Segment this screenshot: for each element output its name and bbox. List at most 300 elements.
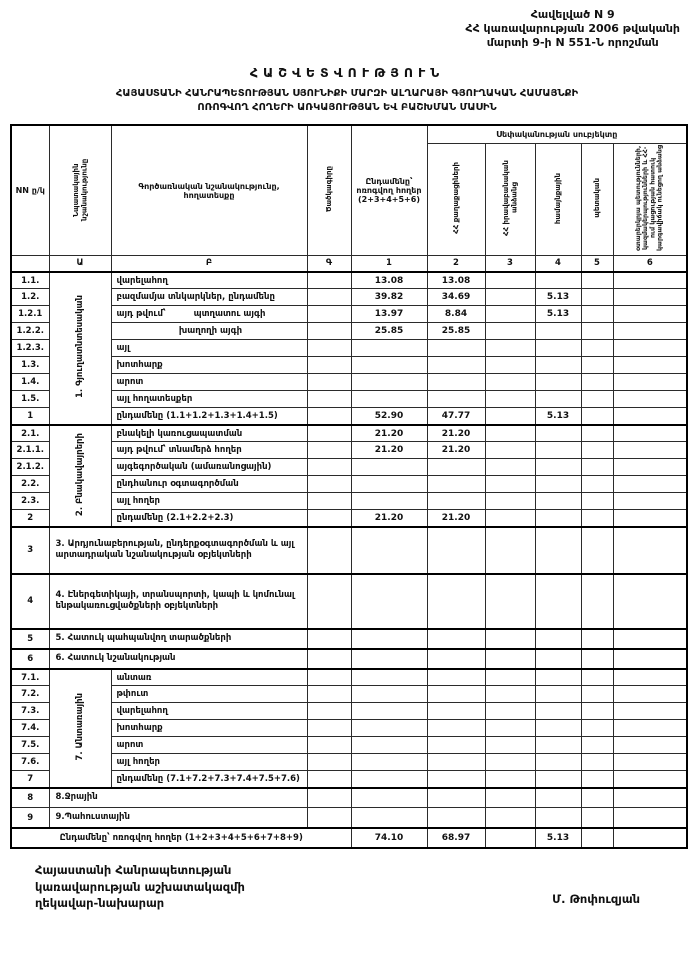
- row-number-cell: 9: [11, 808, 49, 828]
- value-cell: [581, 476, 613, 493]
- code-cell: [307, 425, 351, 442]
- value-cell: 13.08: [427, 272, 485, 289]
- row-number-cell: 1.1.: [11, 272, 49, 289]
- value-cell: [485, 408, 535, 425]
- column-letter: 3: [485, 255, 535, 272]
- section-label: 1. Գյուղատնտեսական: [74, 295, 85, 399]
- column-letter: Բ: [111, 255, 307, 272]
- col-header-foreign-text: օտարերկրյա պետությունների, կազմակերպությունների և ՀՀ-ում կացության հատուկ կարգավիճակ ունեցող անձանց: [635, 145, 664, 252]
- value-cell: [427, 391, 485, 408]
- table-row: [11, 425, 687, 442]
- value-cell: [351, 754, 427, 771]
- value-cell: [613, 289, 687, 306]
- value-cell: [613, 272, 687, 289]
- column-letter: 5: [581, 255, 613, 272]
- value-cell: [351, 686, 427, 703]
- row-number-cell: 1.2.2.: [11, 323, 49, 340]
- code-cell: [307, 771, 351, 788]
- col-header-legal-entities: [485, 143, 535, 255]
- code-cell: [307, 408, 351, 425]
- value-cell: 47.77: [427, 408, 485, 425]
- row-number-cell: 7.5.: [11, 737, 49, 754]
- value-cell: [427, 527, 485, 574]
- land-type-cell: արոտ: [111, 737, 307, 754]
- row-number-cell: 2: [11, 510, 49, 527]
- value-cell: [485, 442, 535, 459]
- value-cell: 5.13: [535, 408, 581, 425]
- row-number-cell: 2.2.: [11, 476, 49, 493]
- value-cell: [535, 808, 581, 828]
- value-cell: [535, 686, 581, 703]
- value-cell: [427, 374, 485, 391]
- value-cell: [351, 720, 427, 737]
- code-cell: [307, 391, 351, 408]
- value-cell: [485, 476, 535, 493]
- label-prefix: այդ թվում՝: [116, 309, 166, 320]
- row-number-cell: 1.3.: [11, 357, 49, 374]
- value-cell: [485, 425, 535, 442]
- col-header-functional: Գործառնական նշանակությունը, հողատեսքը: [111, 125, 307, 255]
- value-cell: [613, 459, 687, 476]
- code-cell: [307, 720, 351, 737]
- value-cell: [535, 629, 581, 649]
- row-number-cell: 1.2.3.: [11, 340, 49, 357]
- land-type-cell: խոտհարք: [111, 357, 307, 374]
- value-cell: [427, 649, 485, 669]
- value-cell: [351, 391, 427, 408]
- land-purpose-section-cell: [49, 669, 111, 788]
- column-letter: 6: [613, 255, 687, 272]
- code-cell: [307, 629, 351, 649]
- value-cell: [485, 703, 535, 720]
- value-cell: [613, 408, 687, 425]
- value-cell: [581, 737, 613, 754]
- land-type-cell: այլ հողատեսքեր: [111, 391, 307, 408]
- value-cell: 21.20: [351, 510, 427, 527]
- land-type-cell: [111, 306, 307, 323]
- value-cell: [535, 788, 581, 808]
- signature-block: [35, 862, 680, 912]
- value-cell: [427, 808, 485, 828]
- value-cell: [427, 737, 485, 754]
- value-cell: [581, 527, 613, 574]
- land-type-cell: ընդհանուր օգտագործման: [111, 476, 307, 493]
- code-cell: [307, 686, 351, 703]
- table-row: [11, 737, 687, 754]
- table-row: [11, 476, 687, 493]
- value-cell: [535, 459, 581, 476]
- table-row: [11, 649, 687, 669]
- land-type-cell: ընդամենը (7.1+7.2+7.3+7.4+7.5+7.6): [111, 771, 307, 788]
- value-cell: [581, 340, 613, 357]
- value-cell: [581, 649, 613, 669]
- table-row: [11, 703, 687, 720]
- row-number-cell: 1.5.: [11, 391, 49, 408]
- col-header-community: [535, 143, 581, 255]
- row-number-cell: 7.6.: [11, 754, 49, 771]
- value-cell: [613, 828, 687, 848]
- code-cell: [307, 476, 351, 493]
- value-cell: [485, 289, 535, 306]
- table-row: [11, 574, 687, 629]
- label-main: պտղատու այգի: [193, 309, 266, 320]
- row-number-cell: 2.1.1.: [11, 442, 49, 459]
- code-cell: [307, 527, 351, 574]
- value-cell: [581, 574, 613, 629]
- value-cell: 13.08: [351, 272, 427, 289]
- col-header-citizens: [427, 143, 485, 255]
- value-cell: [581, 828, 613, 848]
- column-letter: 4: [535, 255, 581, 272]
- value-cell: [427, 686, 485, 703]
- value-cell: [427, 574, 485, 629]
- land-type-cell: այդ թվում՝ տնամերձ հողեր: [111, 442, 307, 459]
- value-cell: [581, 808, 613, 828]
- value-cell: 8.84: [427, 306, 485, 323]
- land-type-cell: թփուտ: [111, 686, 307, 703]
- value-cell: [485, 720, 535, 737]
- table-row: [11, 442, 687, 459]
- table-row: [11, 669, 687, 686]
- land-type-cell: խաղողի այգի: [111, 323, 307, 340]
- col-header-ownership: Սեփականության սուբյեկտը: [427, 125, 687, 143]
- value-cell: 21.20: [427, 425, 485, 442]
- col-header-legal-entities-text: ՀՀ իրավաբանական անձանց: [501, 160, 518, 237]
- table-row: [11, 828, 687, 848]
- appendix-line: ՀՀ կառավարության 2006 թվականի: [465, 21, 680, 35]
- page-title: ՀԱՇՎԵՏՎՈՒԹՅՈՒՆ: [249, 65, 445, 81]
- value-cell: [427, 669, 485, 686]
- value-cell: 39.82: [351, 289, 427, 306]
- category-label-cell: 4. Էներգետիկայի, տրանսպորտի, կապի և կոմունալ ենթակառուցվածքների օբյեկտների: [49, 574, 307, 629]
- table-row: [11, 272, 687, 289]
- land-type-cell: ընդամենը (1.1+1.2+1.3+1.4+1.5): [111, 408, 307, 425]
- table-row: [11, 306, 687, 323]
- value-cell: [485, 808, 535, 828]
- value-cell: [581, 374, 613, 391]
- value-cell: 25.85: [427, 323, 485, 340]
- value-cell: [581, 323, 613, 340]
- value-cell: [581, 771, 613, 788]
- value-cell: [485, 737, 535, 754]
- value-cell: 21.20: [427, 442, 485, 459]
- value-cell: [351, 574, 427, 629]
- title-block: [0, 49, 694, 114]
- table-row: [11, 391, 687, 408]
- row-number-cell: 7.4.: [11, 720, 49, 737]
- code-cell: [307, 574, 351, 629]
- value-cell: [581, 754, 613, 771]
- value-cell: [581, 459, 613, 476]
- value-cell: [485, 272, 535, 289]
- column-letter: [11, 255, 49, 272]
- col-header-foreign: [613, 143, 687, 255]
- code-cell: [307, 442, 351, 459]
- land-type-cell: այլ հողեր: [111, 493, 307, 510]
- row-number-cell: 3: [11, 527, 49, 574]
- col-header-total: Ընդամենը՝ ոռոգվող հողեր (2+3+4+5+6): [351, 125, 427, 255]
- col-header-community-text: համայնքային: [553, 172, 562, 224]
- value-cell: [581, 306, 613, 323]
- value-cell: [613, 527, 687, 574]
- value-cell: [427, 788, 485, 808]
- code-cell: [307, 669, 351, 686]
- table-row: [11, 408, 687, 425]
- value-cell: [535, 754, 581, 771]
- table-row: [11, 510, 687, 527]
- col-header-state-text: պետական: [592, 178, 601, 219]
- appendix-line: Հավելված N 9: [530, 8, 615, 21]
- table-row: [11, 754, 687, 771]
- row-number-cell: 1.4.: [11, 374, 49, 391]
- grand-total-label: Ընդամենը՝ ոռոգվող հողեր (1+2+3+4+5+6+7+8+9): [11, 828, 351, 848]
- value-cell: [535, 340, 581, 357]
- table-row: [11, 686, 687, 703]
- value-cell: [351, 737, 427, 754]
- value-cell: 21.20: [351, 442, 427, 459]
- column-letter: 1: [351, 255, 427, 272]
- value-cell: [427, 629, 485, 649]
- row-number-cell: 7.3.: [11, 703, 49, 720]
- code-cell: [307, 510, 351, 527]
- value-cell: [351, 808, 427, 828]
- value-cell: [613, 686, 687, 703]
- value-cell: [485, 340, 535, 357]
- value-cell: [427, 493, 485, 510]
- row-number-cell: 1.2.: [11, 289, 49, 306]
- value-cell: [535, 574, 581, 629]
- land-type-cell: արոտ: [111, 374, 307, 391]
- land-type-cell: ընդամենը (2.1+2.2+2.3): [111, 510, 307, 527]
- table-row: [11, 374, 687, 391]
- value-cell: [535, 649, 581, 669]
- value-cell: 74.10: [351, 828, 427, 848]
- value-cell: [535, 374, 581, 391]
- category-label-cell: 9.Պահուստային: [49, 808, 307, 828]
- value-cell: [351, 493, 427, 510]
- value-cell: [351, 374, 427, 391]
- value-cell: [351, 703, 427, 720]
- value-cell: [535, 476, 581, 493]
- value-cell: [485, 493, 535, 510]
- value-cell: [581, 391, 613, 408]
- value-cell: [427, 703, 485, 720]
- value-cell: [351, 788, 427, 808]
- value-cell: [613, 493, 687, 510]
- page-subtitle: [0, 87, 694, 114]
- col-header-code-text: Ծածկագիրը: [324, 166, 333, 213]
- value-cell: [581, 629, 613, 649]
- value-cell: [485, 323, 535, 340]
- col-header-code: [307, 125, 351, 255]
- value-cell: 5.13: [535, 306, 581, 323]
- value-cell: [485, 669, 535, 686]
- value-cell: [535, 771, 581, 788]
- land-type-cell: բնակելի կառուցապատման: [111, 425, 307, 442]
- report-table: [10, 124, 688, 849]
- value-cell: [613, 574, 687, 629]
- row-number-cell: 7.1.: [11, 669, 49, 686]
- value-cell: [535, 323, 581, 340]
- signer-name: Մ. Թոփուզյան: [552, 892, 640, 906]
- value-cell: 52.90: [351, 408, 427, 425]
- value-cell: [581, 686, 613, 703]
- value-cell: [535, 737, 581, 754]
- row-number-cell: 7.2.: [11, 686, 49, 703]
- value-cell: [613, 737, 687, 754]
- column-letter: 2: [427, 255, 485, 272]
- value-cell: [613, 323, 687, 340]
- value-cell: [535, 720, 581, 737]
- value-cell: [581, 720, 613, 737]
- column-letter: Ա: [49, 255, 111, 272]
- value-cell: [613, 357, 687, 374]
- value-cell: [535, 391, 581, 408]
- value-cell: [581, 425, 613, 442]
- table-row: [11, 289, 687, 306]
- organization-title: [35, 862, 245, 912]
- category-label-cell: 3. Արդյունաբերության, ընդերքօգտագործման և այլ արտադրական նշանակության օբյեկտների: [49, 527, 307, 574]
- value-cell: [351, 629, 427, 649]
- value-cell: [613, 808, 687, 828]
- land-type-cell: վարելահող: [111, 703, 307, 720]
- value-cell: [535, 357, 581, 374]
- value-cell: [351, 649, 427, 669]
- code-cell: [307, 808, 351, 828]
- value-cell: [581, 493, 613, 510]
- value-cell: [535, 425, 581, 442]
- row-number-cell: 5: [11, 629, 49, 649]
- value-cell: [581, 442, 613, 459]
- row-number-cell: 7: [11, 771, 49, 788]
- organization-line: Հայաստանի Հանրապետության: [35, 863, 232, 877]
- value-cell: [613, 788, 687, 808]
- value-cell: [613, 340, 687, 357]
- land-type-cell: վարելահող: [111, 272, 307, 289]
- value-cell: [613, 771, 687, 788]
- value-cell: [613, 669, 687, 686]
- table-row: [11, 771, 687, 788]
- code-cell: [307, 357, 351, 374]
- table-row: [11, 720, 687, 737]
- value-cell: [485, 527, 535, 574]
- table-row: [11, 357, 687, 374]
- value-cell: [613, 754, 687, 771]
- value-cell: [535, 493, 581, 510]
- value-cell: [485, 574, 535, 629]
- value-cell: [485, 374, 535, 391]
- header-row-top: [11, 125, 687, 143]
- row-number-cell: 1: [11, 408, 49, 425]
- value-cell: [485, 629, 535, 649]
- row-number-cell: 2.3.: [11, 493, 49, 510]
- row-number-cell: 6: [11, 649, 49, 669]
- value-cell: [351, 459, 427, 476]
- column-letter: Գ: [307, 255, 351, 272]
- subtitle-line: ՀԱՅԱՍՏԱՆԻ ՀԱՆՐԱՊԵՏՈՒԹՅԱՆ ՍՅՈՒՆԻՔԻ ՄԱՐԶԻ ԱԼՂԱՐԱՅԻ ԳՅՈՒՂԱԿԱՆ ՀԱՄԱՅՆՔԻ: [115, 88, 579, 100]
- value-cell: [535, 527, 581, 574]
- value-cell: [613, 374, 687, 391]
- value-cell: [613, 703, 687, 720]
- value-cell: [485, 649, 535, 669]
- value-cell: [427, 754, 485, 771]
- table-row: [11, 788, 687, 808]
- land-type-cell: այլ: [111, 340, 307, 357]
- value-cell: [427, 357, 485, 374]
- category-label-cell: 5. Հատուկ պահպանվող տարածքների: [49, 629, 307, 649]
- value-cell: [351, 340, 427, 357]
- value-cell: [485, 828, 535, 848]
- value-cell: [535, 669, 581, 686]
- land-type-cell: այգեգործական (ամառանոցային): [111, 459, 307, 476]
- value-cell: [581, 408, 613, 425]
- value-cell: [351, 357, 427, 374]
- value-cell: [485, 754, 535, 771]
- code-cell: [307, 306, 351, 323]
- col-header-purpose: [49, 125, 111, 255]
- land-type-cell: այլ հողեր: [111, 754, 307, 771]
- category-label-cell: 6. Հատուկ նշանակության: [49, 649, 307, 669]
- table-row: [11, 340, 687, 357]
- table-row: [11, 323, 687, 340]
- value-cell: [613, 442, 687, 459]
- section-label: 7. Անտառային: [74, 692, 85, 761]
- land-type-cell: անտառ: [111, 669, 307, 686]
- value-cell: [613, 391, 687, 408]
- code-cell: [307, 340, 351, 357]
- value-cell: [613, 306, 687, 323]
- value-cell: [613, 720, 687, 737]
- value-cell: [427, 459, 485, 476]
- row-number-cell: 8: [11, 788, 49, 808]
- value-cell: [613, 629, 687, 649]
- row-number-cell: 1.2.1: [11, 306, 49, 323]
- value-cell: 21.20: [427, 510, 485, 527]
- code-cell: [307, 493, 351, 510]
- value-cell: [485, 459, 535, 476]
- value-cell: 21.20: [351, 425, 427, 442]
- value-cell: [485, 771, 535, 788]
- value-cell: [613, 476, 687, 493]
- value-cell: [613, 510, 687, 527]
- value-cell: [581, 703, 613, 720]
- table-row: [11, 808, 687, 828]
- code-cell: [307, 272, 351, 289]
- code-cell: [307, 289, 351, 306]
- value-cell: [427, 720, 485, 737]
- value-cell: [351, 527, 427, 574]
- code-cell: [307, 323, 351, 340]
- value-cell: [427, 476, 485, 493]
- value-cell: [485, 306, 535, 323]
- code-cell: [307, 788, 351, 808]
- value-cell: [485, 788, 535, 808]
- value-cell: [485, 357, 535, 374]
- value-cell: [485, 391, 535, 408]
- code-cell: [307, 459, 351, 476]
- col-header-state: [581, 143, 613, 255]
- code-cell: [307, 737, 351, 754]
- subtitle-line: ՈՌՈԳՎՈՂ ՀՈՂԵՐԻ ԱՌԿԱՅՈՒԹՅԱՆ ԵՎ ԲԱՇԽՄԱՆ ՄԱՍԻՆ: [197, 101, 497, 113]
- col-header-citizens-text: ՀՀ քաղաքացիների: [451, 162, 460, 235]
- appendix-line: մարտի 9-ի N 551-Ն որոշման: [486, 35, 659, 49]
- row-number-cell: 2.1.: [11, 425, 49, 442]
- table-row: [11, 629, 687, 649]
- value-cell: [581, 357, 613, 374]
- value-cell: [485, 510, 535, 527]
- value-cell: 13.97: [351, 306, 427, 323]
- value-cell: [351, 669, 427, 686]
